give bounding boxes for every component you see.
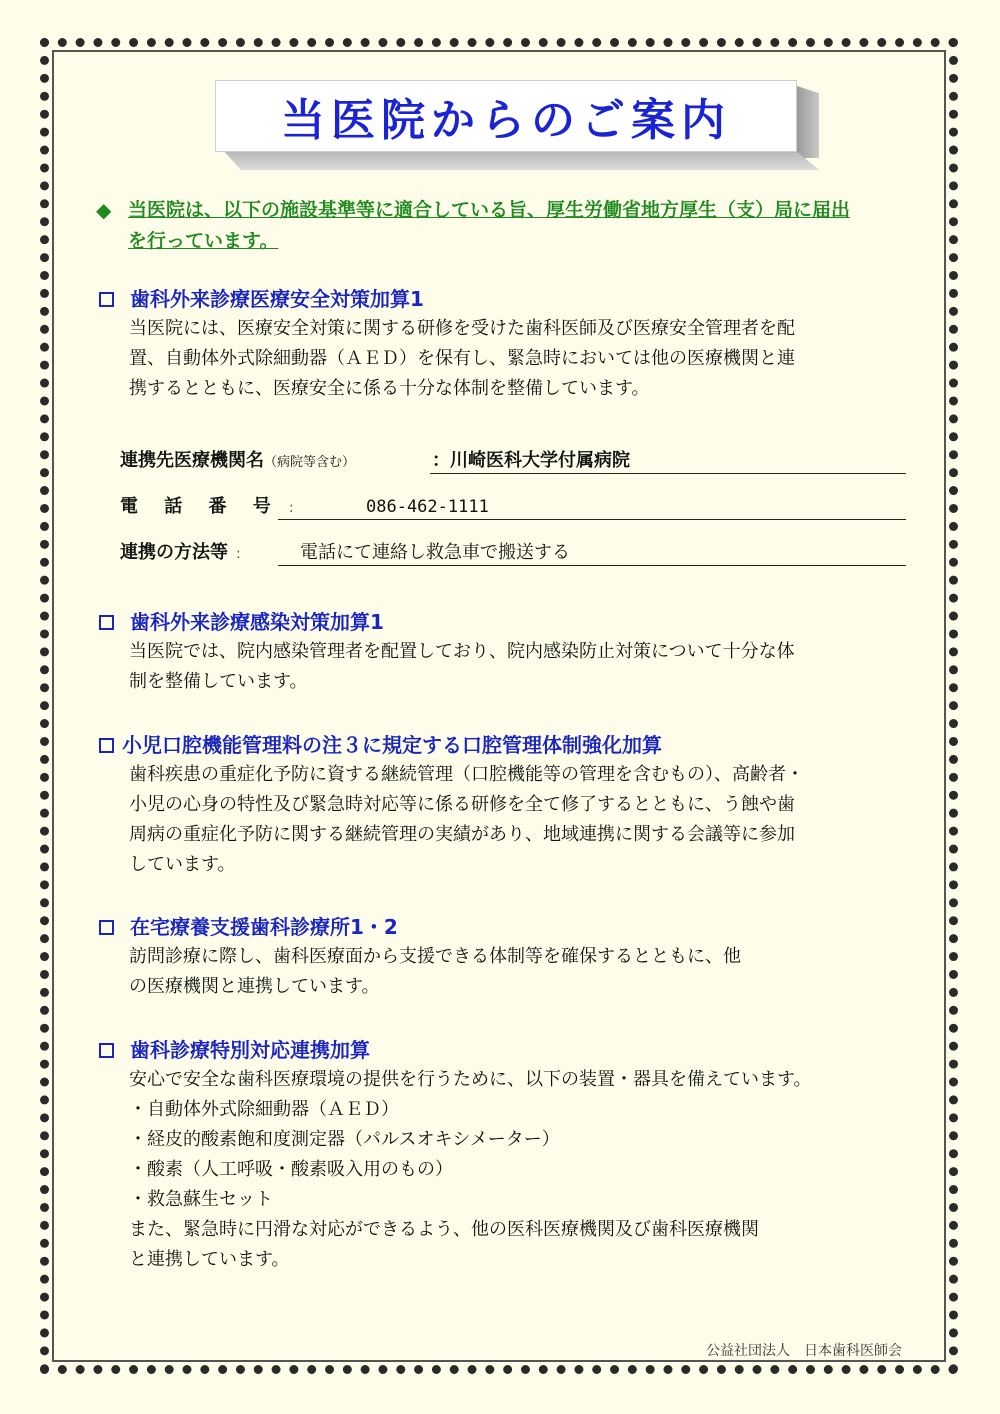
body-line: 歯科疾患の重症化予防に資する継続管理（口腔機能等の管理を含むもの）、高齢者・ [129, 764, 804, 785]
section-body [129, 1065, 916, 1275]
checkbox-icon [99, 1043, 114, 1058]
method-value-line [278, 538, 906, 566]
section-title-text: 小児口腔機能管理料の注３に規定する口腔管理体制強化加算 [122, 733, 662, 757]
method-value: 電話にて連絡し救急車で搬送する [300, 542, 570, 563]
body-line: と連携しています。 [129, 1249, 290, 1270]
section-title [96, 607, 916, 637]
contact-row-phone [120, 492, 906, 522]
institution-label [120, 446, 355, 478]
section-body [129, 314, 916, 404]
checkbox-icon [99, 615, 114, 630]
method-label-text: 連携の方法等 [120, 542, 228, 563]
section-title-text: 歯科外来診療医療安全対策加算1 [130, 287, 424, 311]
phone-value-line [278, 492, 906, 520]
footer-organization: 公益社団法人 日本歯科医師会 [706, 1343, 902, 1359]
body-line: の医療機関と連携しています。 [129, 976, 380, 997]
page-title: 当医院からのご案内 [281, 95, 731, 146]
section-special-care [96, 1035, 916, 1275]
title-shadow-bottom [223, 150, 819, 170]
body-line: 置、自動体外式除細動器（ＡＥＤ）を保有し、緊急時においては他の医療機関と連 [129, 348, 795, 369]
title-banner [215, 80, 820, 170]
list-item: ・自動体外式除細動器（ＡＥＤ） [129, 1099, 399, 1120]
checkbox-icon [99, 292, 114, 307]
body-line: 当医院では、院内感染管理者を配置しており、院内感染防止対策について十分な体 [129, 641, 795, 662]
section-safety [96, 284, 916, 404]
method-label [120, 538, 241, 569]
institution-colon: ： [432, 450, 450, 471]
title-shadow-right [797, 86, 819, 158]
contact-row-institution [120, 446, 906, 476]
checkbox-icon [99, 738, 114, 753]
phone-colon: : [288, 500, 294, 516]
section-title-text: 歯科診療特別対応連携加算 [130, 1038, 370, 1062]
body-line: しています。 [129, 854, 236, 875]
section-title-text: 在宅療養支援歯科診療所1・2 [130, 915, 398, 939]
method-colon: : [236, 546, 241, 562]
body-line: 周病の重症化予防に関する継続管理の実績があり、地域連携に関する会議等に参加 [129, 824, 795, 845]
institution-value: 川崎医科大学付属病院 [450, 450, 630, 471]
body-line: また、緊急時に円滑な対応ができるよう、他の医科医療機関及び歯科医療機関 [129, 1219, 759, 1240]
institution-sub: （病院等含む） [264, 455, 356, 470]
diamond-bullet-icon: ◆ [96, 198, 112, 222]
checkbox-icon [99, 920, 114, 935]
body-line: 制を整備しています。 [129, 671, 308, 692]
list-item: ・救急蘇生セット [129, 1189, 273, 1210]
section-title [96, 912, 916, 942]
list-item: ・経皮的酸素飽和度測定器（パルスオキシメーター） [129, 1129, 560, 1150]
body-line: 携するとともに、医療安全に係る十分な体制を整備しています。 [129, 378, 650, 399]
contact-row-method [120, 538, 906, 568]
phone-label [120, 492, 294, 523]
notice-line: 当医院は、以下の施設基準等に適合している旨、厚生労働省地方厚生（支）局に届出 [128, 199, 851, 221]
institution-value-line [430, 446, 906, 474]
section-pediatric [96, 730, 916, 880]
section-title-text: 歯科外来診療感染対策加算1 [130, 610, 384, 634]
section-title [96, 1035, 916, 1065]
section-body [129, 637, 916, 697]
notice [96, 195, 916, 257]
list-item: ・酸素（人工呼吸・酸素吸入用のもの） [129, 1159, 453, 1180]
body-line: 訪問診療に際し、歯科医療面から支援できる体制等を確保するとともに、他 [129, 946, 741, 967]
body-line: 安心で安全な歯科医療環境の提供を行うために、以下の装置・器具を備えています。 [129, 1069, 812, 1090]
phone-value: 086-462-1111 [366, 497, 489, 517]
institution-label-text: 連携先医療機関名 [120, 450, 264, 471]
section-infection [96, 607, 916, 697]
body-line: 当医院には、医療安全対策に関する研修を受けた歯科医師及び医療安全管理者を配 [129, 318, 795, 339]
phone-label-text: 電 話 番 号 [120, 496, 281, 517]
title-box [215, 80, 797, 152]
section-body [129, 942, 916, 1002]
body-line: 小児の心身の特性及び緊急時対応等に係る研修を全て修了するとともに、う蝕や歯 [129, 794, 795, 815]
section-body [129, 760, 916, 880]
section-title [96, 284, 916, 314]
section-home-care [96, 912, 916, 1002]
notice-text [128, 195, 916, 257]
section-title [96, 730, 916, 760]
notice-line: を行っています。 [128, 230, 279, 252]
